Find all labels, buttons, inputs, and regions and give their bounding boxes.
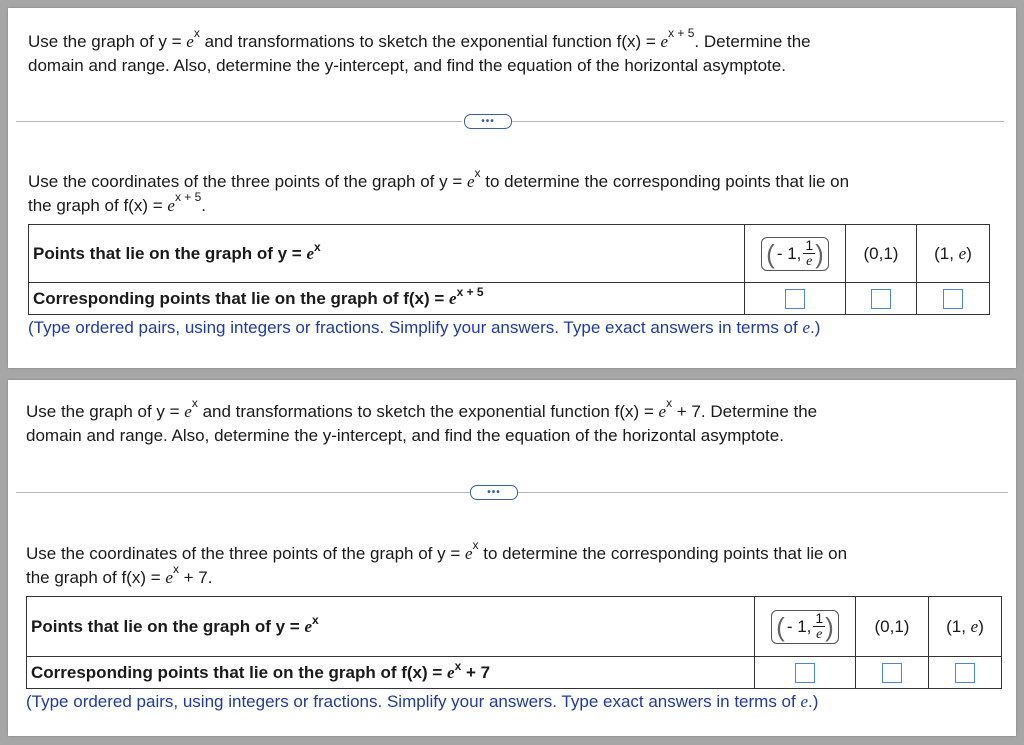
answer-input-1[interactable] (785, 289, 805, 309)
points-table-2 (26, 596, 1002, 689)
answer-cell-1 (755, 657, 856, 689)
row-label-base-points: Points that lie on the graph of $y = e^x$ (29, 225, 745, 283)
divider-left (16, 121, 462, 122)
answer-input-1[interactable] (795, 663, 815, 683)
question-panel-1 (8, 8, 1016, 368)
answer-input-3[interactable] (955, 663, 975, 683)
point-cell-3: (1, e) (929, 597, 1002, 657)
row-label-corresponding-points: Corresponding points that lie on the graph of $f(x) = e^{x + 5}$ (29, 283, 745, 315)
answer-input-2[interactable] (882, 663, 902, 683)
points-table-1 (28, 224, 990, 315)
instruction-text-1: Use the coordinates of the three points of the graph of $y = e^x$ to determine the corresponding points that lie on the graph of $f(x) = e^{x + 5}$. (28, 166, 850, 215)
point-neg1-1-over-e: ( - 1, $\frac{1}{e}$ ) (761, 237, 829, 271)
point-cell-2: (0,1) (856, 597, 929, 657)
point-cell-3: (1, e) (917, 225, 990, 283)
divider-left (16, 492, 470, 493)
point-neg1-1-over-e: ( - 1, $\frac{1}{e}$ ) (771, 610, 839, 644)
divider-right (518, 492, 1008, 493)
show-more-button[interactable]: ••• (464, 114, 512, 129)
point-cell-1 (755, 597, 856, 657)
show-more-button[interactable]: ••• (470, 485, 518, 500)
answer-input-3[interactable] (943, 289, 963, 309)
answer-input-2[interactable] (871, 289, 891, 309)
row-label-base-points: Points that lie on the graph of $y = e^x$ (27, 597, 755, 657)
answer-cell-2 (856, 657, 929, 689)
question-panel-2 (8, 380, 1016, 736)
answer-cell-3 (917, 283, 990, 315)
answer-hint-1: (Type ordered pairs, using integers or fractions. Simplify your answers. Type exact answers in terms of e.) (28, 318, 821, 337)
answer-cell-2 (846, 283, 917, 315)
instruction-text-2: Use the coordinates of the three points of the graph of $y = e^x$ to determine the corresponding points that lie on the graph of $f(x) = e^x + 7$. (26, 538, 848, 587)
question-text-1: Use the graph of $y = e^x$ and transformations to sketch the exponential function $f(x) = e^{x + 5}$. Determine the domain and range. Also, determine the y-intercept, and find the equation of the horizontal asymptote. (28, 26, 811, 75)
point-cell-1 (745, 225, 846, 283)
answer-cell-3 (929, 657, 1002, 689)
answer-cell-1 (745, 283, 846, 315)
answer-hint-2: (Type ordered pairs, using integers or fractions. Simplify your answers. Type exact answers in terms of e.) (26, 692, 819, 711)
divider-right (512, 121, 1004, 122)
point-cell-2: (0,1) (846, 225, 917, 283)
row-label-corresponding-points: Corresponding points that lie on the graph of $f(x) = e^x + 7$ (27, 657, 755, 689)
question-text-2: Use the graph of $y = e^x$ and transformations to sketch the exponential function $f(x) = e^x + 7$. Determine the domain and range. Also, determine the y-intercept, and find the equation of the horizontal asymptote. (26, 396, 818, 445)
